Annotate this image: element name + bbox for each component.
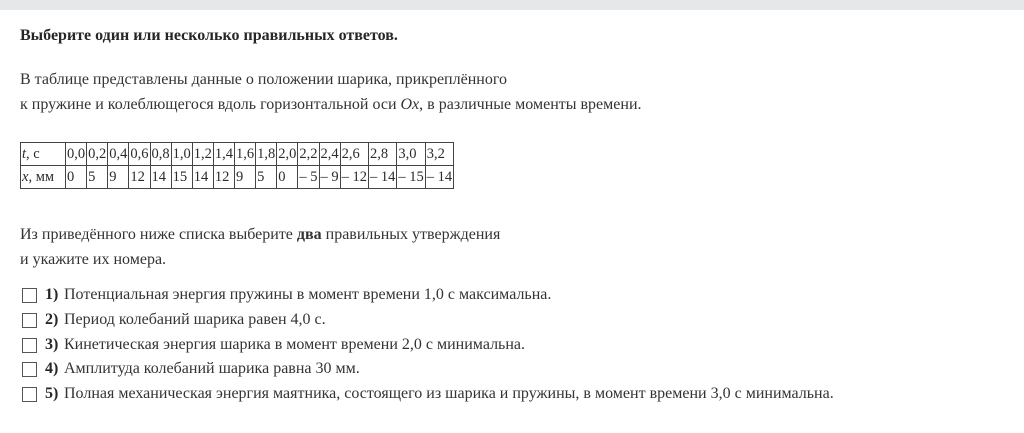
position-cell: 14 bbox=[192, 166, 213, 189]
time-cell: 3,2 bbox=[425, 143, 453, 166]
position-cell: – 15 bbox=[397, 166, 425, 189]
table-row-time bbox=[21, 143, 454, 166]
time-variable: t bbox=[22, 146, 27, 162]
time-cell: 1,4 bbox=[213, 143, 234, 166]
task-prompt bbox=[20, 222, 500, 272]
option-text: Амплитуда колебаний шарика равна 30 мм. bbox=[64, 360, 360, 378]
time-cell: 1,2 bbox=[192, 143, 213, 166]
prompt-line-1-end: правильных утверждения bbox=[321, 226, 501, 243]
option-number: 4) bbox=[45, 360, 59, 378]
position-cell: – 9 bbox=[319, 166, 340, 189]
prompt-line-2: и укажите их номера. bbox=[20, 251, 167, 268]
position-cell: 0 bbox=[66, 166, 87, 189]
time-cell: 0,2 bbox=[87, 143, 108, 166]
option-number: 2) bbox=[45, 310, 59, 328]
data-table bbox=[20, 142, 454, 189]
instruction-text: Выберите один или несколько правильных ответов. bbox=[20, 27, 398, 44]
intro-line-1: В таблице представлены данные о положении шарика, прикреплённого bbox=[20, 71, 507, 88]
position-cell: – 5 bbox=[298, 166, 319, 189]
option-text: Кинетическая энергия шарика в момент времени 2,0 с минимальна. bbox=[64, 335, 526, 353]
time-cell: 1,8 bbox=[256, 143, 277, 166]
answer-checkbox-1[interactable] bbox=[22, 288, 37, 303]
position-cell: 12 bbox=[213, 166, 234, 189]
time-cell: 3,0 bbox=[397, 143, 425, 166]
table-row-position bbox=[21, 166, 454, 189]
option-text: Период колебаний шарика равен 4,0 с. bbox=[64, 310, 326, 328]
time-cell: 2,8 bbox=[369, 143, 397, 166]
position-unit: , мм bbox=[28, 169, 55, 185]
option-number: 5) bbox=[45, 385, 59, 403]
intro-line-2-start: к пружине и колеблющегося вдоль горизонтальной оси bbox=[20, 96, 401, 113]
position-cell: 15 bbox=[171, 166, 192, 189]
top-bar bbox=[0, 0, 1024, 10]
time-cell: 2,2 bbox=[298, 143, 319, 166]
time-cell: 1,0 bbox=[171, 143, 192, 166]
answer-checkbox-3[interactable] bbox=[22, 338, 37, 353]
position-cell: 12 bbox=[129, 166, 150, 189]
position-cell: 5 bbox=[256, 166, 277, 189]
time-cell: 0,6 bbox=[129, 143, 150, 166]
option-number: 1) bbox=[45, 286, 59, 303]
time-cell: 0,8 bbox=[150, 143, 171, 166]
intro-line-2-end: , в различные моменты времени. bbox=[419, 96, 642, 113]
prompt-emphasis: два bbox=[296, 226, 322, 243]
position-cell: 5 bbox=[87, 166, 108, 189]
answer-checkbox-4[interactable] bbox=[22, 362, 37, 377]
intro-line-2 bbox=[20, 92, 642, 117]
time-cell: 1,6 bbox=[235, 143, 256, 166]
position-cell: – 14 bbox=[425, 166, 453, 189]
answer-checkbox-2[interactable] bbox=[22, 313, 37, 328]
position-cell: – 14 bbox=[369, 166, 397, 189]
position-cell: 0 bbox=[277, 166, 298, 189]
option-number: 3) bbox=[45, 335, 59, 353]
time-cell: 0,4 bbox=[108, 143, 129, 166]
prompt-line-1 bbox=[20, 222, 500, 247]
position-cell: 9 bbox=[235, 166, 256, 189]
time-cell: 2,6 bbox=[340, 143, 368, 166]
answer-checkbox-5[interactable] bbox=[22, 387, 37, 402]
time-cell: 2,0 bbox=[277, 143, 298, 166]
position-variable: x bbox=[22, 169, 29, 185]
position-cell: 9 bbox=[108, 166, 129, 189]
time-header bbox=[21, 143, 66, 166]
axis-name: Ox bbox=[400, 96, 420, 113]
intro-paragraph bbox=[20, 67, 642, 117]
position-cell: – 12 bbox=[340, 166, 368, 189]
time-cell: 0,0 bbox=[66, 143, 87, 166]
position-cell: 14 bbox=[150, 166, 171, 189]
time-cell: 2,4 bbox=[319, 143, 340, 166]
time-unit: , с bbox=[26, 146, 40, 162]
position-header bbox=[21, 166, 66, 189]
prompt-line-1-start: Из приведённого ниже списка выберите bbox=[20, 226, 297, 243]
option-text: Полная механическая энергия маятника, состоящего из шарика и пружины, в момент времени 3,0 с минимальна. bbox=[64, 385, 834, 403]
option-text: Потенциальная энергия пружины в момент времени 1,0 с максимальна. bbox=[64, 286, 552, 303]
